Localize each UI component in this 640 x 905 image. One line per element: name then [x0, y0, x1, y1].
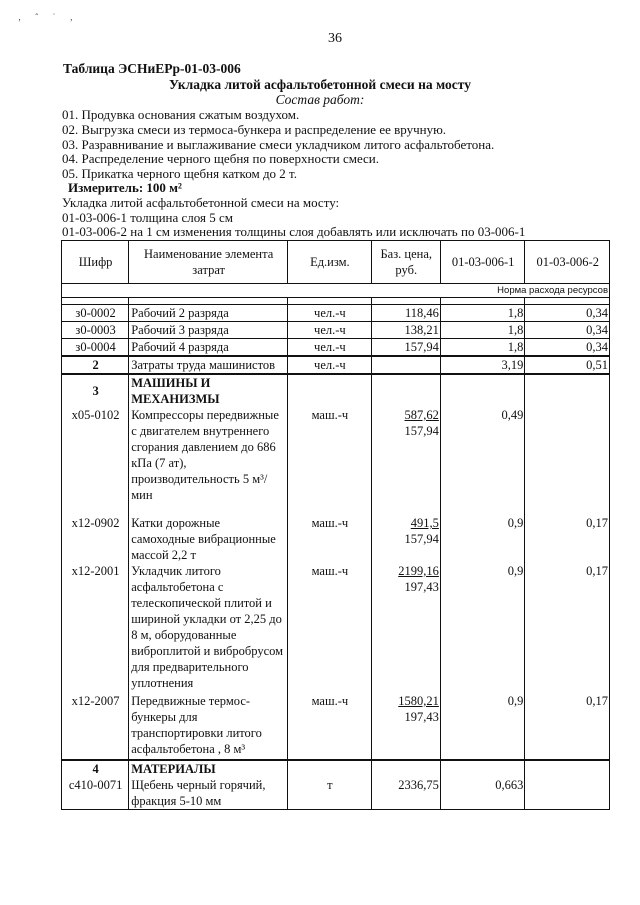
header-unit: Ед.изм.	[288, 241, 372, 284]
row-name-text: Катки дорожные самоходные вибрационные массой 2,2 т	[131, 516, 276, 562]
row-price: 138,21	[371, 322, 440, 339]
header-col1: 01-03-006-1	[440, 241, 525, 284]
table-row	[62, 339, 610, 357]
row-price-machinist: 157,94	[404, 532, 439, 546]
resource-norms-table	[61, 240, 610, 810]
row-name	[129, 407, 288, 515]
row-value-2	[525, 407, 610, 515]
work-title: Укладка литой асфальтобетонной смеси на мосту	[169, 77, 471, 92]
row-unit: чел.-ч	[288, 356, 372, 374]
row-value-2: 0,34	[525, 339, 610, 357]
composition-label: Состав работ:	[275, 92, 365, 107]
unit-of-measure: Измеритель: 100 м²	[68, 180, 182, 195]
section-title: МАТЕРИАЛЫ	[129, 760, 288, 777]
row-value-2: 0,34	[525, 322, 610, 339]
row-price-machinist: 157,94	[404, 424, 439, 438]
header-code: Шифр	[62, 241, 129, 284]
header-price: Баз. цена, руб.	[371, 241, 440, 284]
table-row	[62, 563, 610, 693]
row-name-text: Компрессоры передвижные с двигателем внутреннего сгорания давлением до 686 кПа (7 ат), производительность 5 м³/мин	[131, 408, 279, 502]
table-row	[62, 305, 610, 322]
row-name: Затраты труда машинистов	[129, 356, 288, 374]
row-name	[129, 515, 288, 563]
section-title: МАШИНЫ И МЕХАНИЗМЫ	[129, 374, 288, 407]
section-row-machines	[62, 374, 610, 407]
row-code: з0-0002	[62, 305, 129, 322]
section-code: 4	[62, 760, 129, 777]
work-step: 01. Продувка основания сжатым воздухом.	[62, 107, 300, 122]
row-code: х12-2007	[62, 693, 129, 760]
work-step: 03. Разравнивание и выглаживание смеси укладчиком литого асфальтобетона.	[62, 137, 495, 152]
row-price: 491,5	[410, 516, 439, 530]
row-value-1: 3,19	[440, 356, 525, 374]
row-value-1: 0,9	[440, 693, 525, 760]
row-code: с410-0071	[62, 777, 129, 810]
row-name-text: Передвижные термос-бункеры для транспортировки литого асфальтобетона , 8 м³	[131, 694, 262, 756]
section-row-materials	[62, 760, 610, 777]
row-unit: маш.-ч	[288, 563, 372, 693]
work-step: 04. Распределение черного щебня по поверхности смеси.	[62, 151, 380, 166]
row-price-cell	[371, 563, 440, 693]
table-row	[62, 777, 610, 810]
row-name-text: Укладчик литого асфальтобетона с телескопической плитой и шириной укладки от 2,25 до 8 м, оборудованные виброплитой и вибробрусом для предварительного уплотнения	[131, 564, 284, 690]
row-value-1: 1,8	[440, 322, 525, 339]
row-price-machinist: 197,43	[404, 710, 439, 724]
header-col2: 01-03-006-2	[525, 241, 610, 284]
scan-artifact-mark: ‚ ˆ ˙ ‚	[18, 12, 79, 22]
row-code: х12-0902	[62, 515, 129, 563]
table-header-row	[62, 241, 610, 284]
row-unit: чел.-ч	[288, 305, 372, 322]
norm-label-row	[62, 284, 610, 298]
row-value-1: 1,8	[440, 339, 525, 357]
row-price: 587,62	[404, 408, 439, 422]
table-code-title: Таблица ЭСНиЕРр-01-03-006	[63, 61, 241, 76]
row-price-machinist: 197,43	[404, 580, 439, 594]
row-code: х12-2001	[62, 563, 129, 693]
row-name: Рабочий 2 разряда	[129, 305, 288, 322]
machinist-labor-row	[62, 356, 610, 374]
table-row	[62, 322, 610, 339]
description-line: 01-03-006-1 толщина слоя 5 см	[62, 210, 233, 225]
row-value-2: 0,17	[525, 563, 610, 693]
row-value-2: 0,51	[525, 356, 610, 374]
work-step: 02. Выгрузка смеси из термоса-бункера и распределение ее вручную.	[62, 122, 447, 137]
row-price: 118,46	[371, 305, 440, 322]
row-name-text: Щебень черный горячий, фракция 5-10 мм	[131, 778, 266, 808]
row-value-2: 0,17	[525, 693, 610, 760]
section-code: 3	[62, 374, 129, 407]
row-code: 2	[62, 356, 129, 374]
row-unit: чел.-ч	[288, 322, 372, 339]
row-value-1: 0,49	[440, 407, 525, 515]
row-price-cell	[371, 515, 440, 563]
row-unit: маш.-ч	[288, 407, 372, 515]
row-price: 157,94	[371, 339, 440, 357]
norm-label: Норма расхода ресурсов	[62, 284, 610, 298]
row-name	[129, 693, 288, 760]
row-name	[129, 563, 288, 693]
row-value-2: 0,34	[525, 305, 610, 322]
row-price: 2336,75	[371, 777, 440, 810]
work-step: 05. Прикатка черного щебня катком до 2 т.	[62, 166, 298, 181]
description-line: Укладка литой асфальтобетонной смеси на мосту:	[62, 195, 340, 210]
description-line: 01-03-006-2 на 1 см изменения толщины слоя добавлять или исключать по 03-006-1	[62, 224, 526, 239]
row-price: 2199,16	[398, 564, 439, 578]
row-name: Рабочий 3 разряда	[129, 322, 288, 339]
row-value-1: 0,9	[440, 515, 525, 563]
row-name	[129, 777, 288, 810]
row-value-2	[525, 777, 610, 810]
row-unit: т	[288, 777, 372, 810]
row-code: з0-0003	[62, 322, 129, 339]
row-name: Рабочий 4 разряда	[129, 339, 288, 357]
row-value-1: 1,8	[440, 305, 525, 322]
row-value-1: 0,663	[440, 777, 525, 810]
row-price: 1580,21	[398, 694, 439, 708]
table-row	[62, 515, 610, 563]
row-price-cell	[371, 693, 440, 760]
row-value-1: 0,9	[440, 563, 525, 693]
table-row	[62, 407, 610, 515]
spacer-row	[62, 298, 610, 305]
row-code: х05-0102	[62, 407, 129, 515]
table-row	[62, 693, 610, 760]
row-unit: маш.-ч	[288, 693, 372, 760]
row-code: з0-0004	[62, 339, 129, 357]
row-unit: чел.-ч	[288, 339, 372, 357]
row-unit: маш.-ч	[288, 515, 372, 563]
row-price-cell	[371, 407, 440, 515]
page-number: 36	[328, 31, 342, 46]
header-name: Наименование элемента затрат	[129, 241, 288, 284]
row-value-2: 0,17	[525, 515, 610, 563]
